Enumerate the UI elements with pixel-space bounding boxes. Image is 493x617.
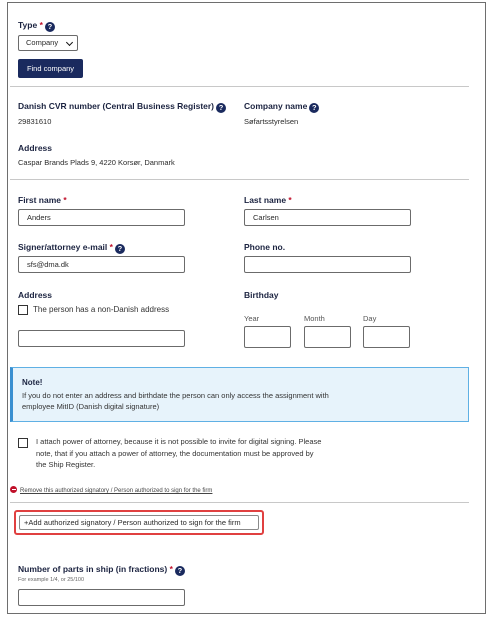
non-danish-address-label: The person has a non-Danish address (33, 305, 170, 314)
chevron-down-icon (66, 39, 73, 46)
year-label: Year (244, 314, 260, 323)
info-note (10, 367, 469, 422)
birth-month-input[interactable] (304, 326, 351, 348)
divider (10, 86, 469, 87)
add-signatory-button[interactable]: +Add authorized signatory / Person authorized to sign for the firm (19, 515, 259, 530)
parts-hint: For example 1/4, or 25/100 (18, 577, 85, 583)
divider (10, 502, 469, 503)
company-name-label: Company name ? (244, 101, 319, 113)
question-circle-icon[interactable]: ? (115, 244, 125, 254)
minus-circle-icon (10, 486, 17, 493)
type-label: Type * ? (18, 20, 55, 32)
divider (10, 179, 469, 180)
question-circle-icon[interactable]: ? (45, 22, 55, 32)
parts-input[interactable] (18, 589, 185, 606)
power-of-attorney-checkbox[interactable] (18, 438, 28, 448)
company-address-label: Address (18, 143, 53, 153)
person-address-input[interactable] (18, 330, 185, 347)
cvr-value: 29831610 (18, 117, 52, 126)
birthday-label: Birthday (244, 290, 279, 300)
last-name-label: Last name * (244, 195, 292, 205)
note-title: Note! (22, 378, 43, 387)
birth-day-input[interactable] (363, 326, 410, 348)
parts-label: Number of parts in ship (in fractions) * ? (18, 564, 185, 576)
question-circle-icon[interactable]: ? (309, 103, 319, 113)
last-name-input[interactable]: Carlsen (244, 209, 411, 226)
day-label: Day (363, 314, 377, 323)
type-select-value: Company (26, 38, 59, 47)
company-name-value: Søfartsstyrelsen (244, 117, 299, 126)
non-danish-address-checkbox[interactable] (18, 305, 28, 315)
birth-year-input[interactable] (244, 326, 291, 348)
type-select[interactable] (18, 35, 78, 51)
cvr-label: Danish CVR number (Central Business Register) ? (18, 101, 226, 113)
remove-signatory-link[interactable]: Remove this authorized signatory / Person authorized to sign for the firm (10, 486, 212, 494)
first-name-label: First name * (18, 195, 67, 205)
company-address-value: Caspar Brands Plads 9, 4220 Korsør, Danmark (18, 158, 175, 167)
first-name-input[interactable]: Anders (18, 209, 185, 226)
phone-input[interactable] (244, 256, 411, 273)
question-circle-icon[interactable]: ? (175, 566, 185, 576)
add-signatory-highlight (14, 510, 264, 535)
note-text: If you do not enter an address and birthdate the person can only access the assignment with employee MitID (Danish digital signature) (22, 391, 329, 411)
question-circle-icon[interactable]: ? (216, 103, 226, 113)
email-label: Signer/attorney e-mail * ? (18, 242, 125, 254)
email-input[interactable]: sfs@dma.dk (18, 256, 185, 273)
person-address-label: Address (18, 290, 53, 300)
phone-label: Phone no. (244, 242, 286, 252)
power-of-attorney-label: I attach power of attorney, because it is not possible to invite for digital signing. Please note, that if you attach a power of attorney, the documentation must be approved by the Ship Register. (36, 437, 322, 469)
find-company-button[interactable]: Find company (18, 59, 83, 78)
month-label: Month (304, 314, 325, 323)
